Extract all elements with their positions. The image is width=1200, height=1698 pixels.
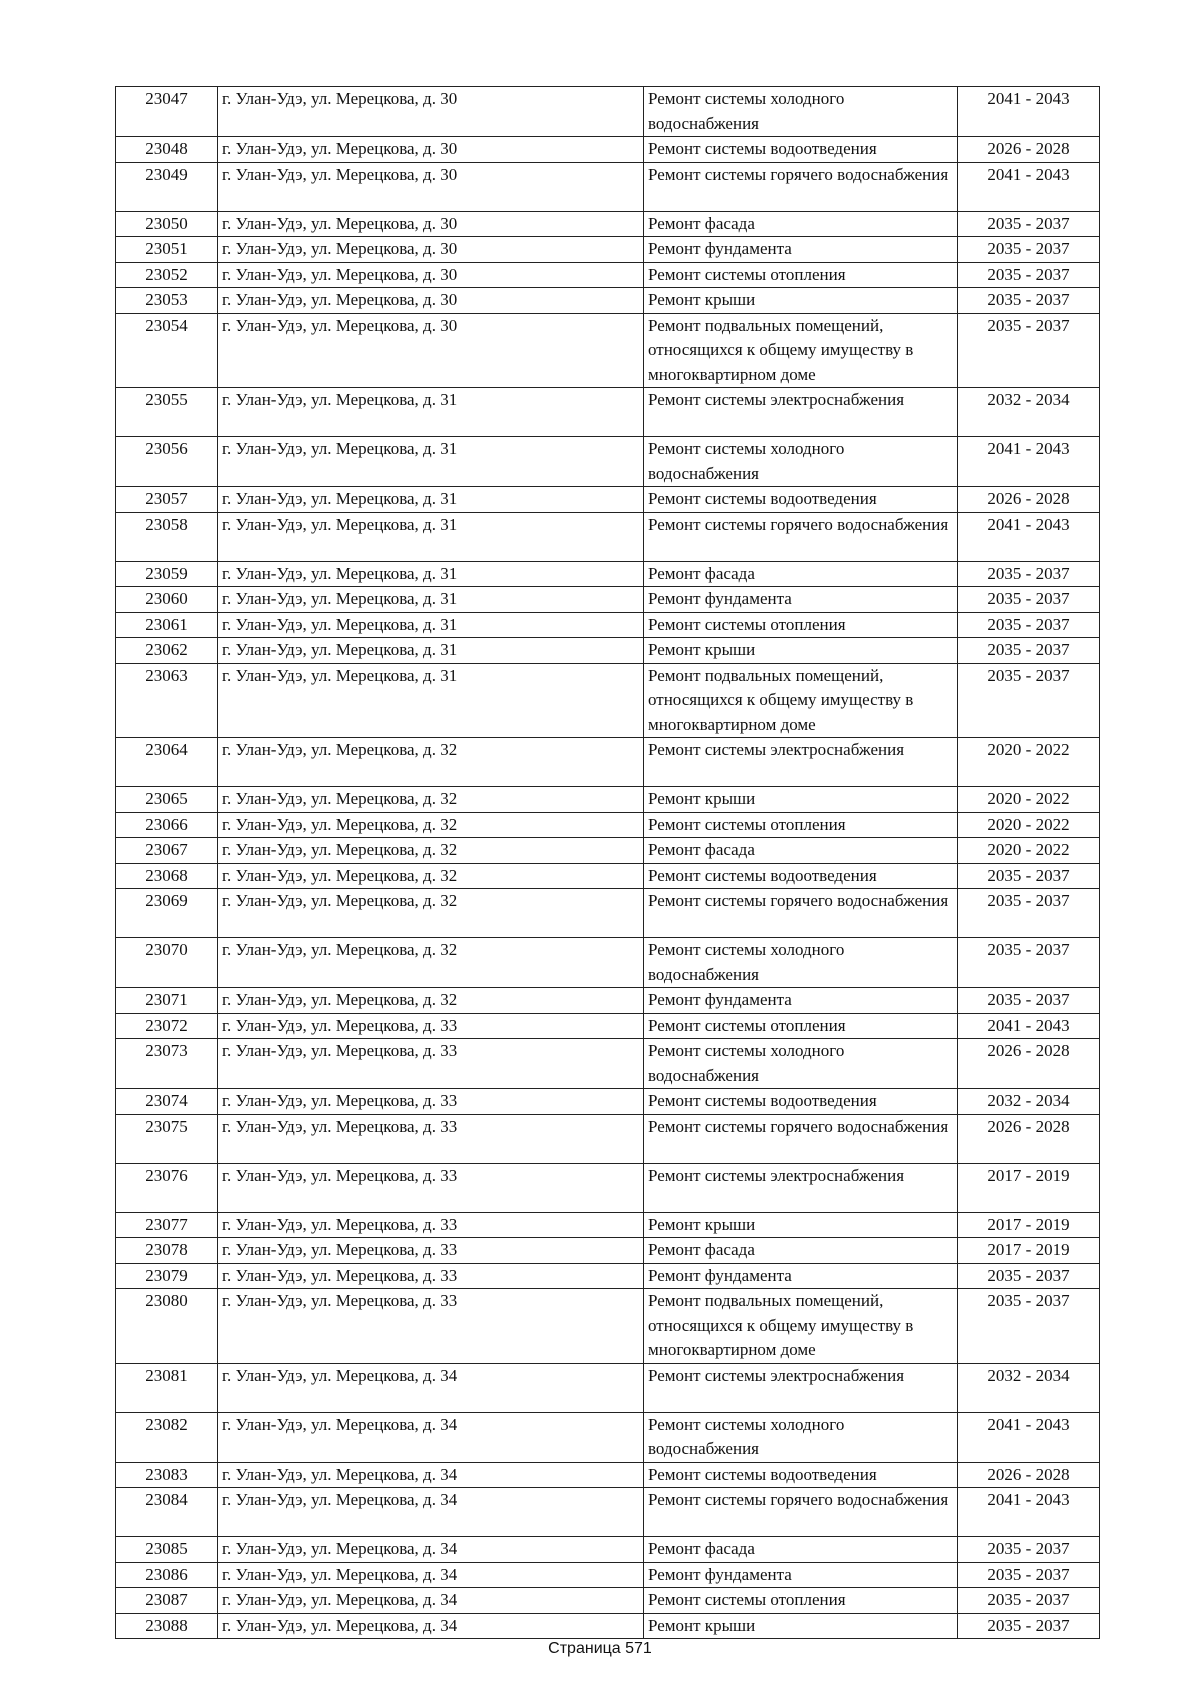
table-row xyxy=(116,1013,1100,1039)
row-id-cell: 23072 xyxy=(116,1013,218,1039)
period-cell: 2026 - 2028 xyxy=(958,487,1100,513)
address-cell: г. Улан-Удэ, ул. Мерецкова, д. 33 xyxy=(218,1114,644,1163)
period-cell: 2035 - 2037 xyxy=(958,1537,1100,1563)
table-row xyxy=(116,1212,1100,1238)
period-cell: 2035 - 2037 xyxy=(958,988,1100,1014)
row-id-cell: 23083 xyxy=(116,1462,218,1488)
work-type-cell: Ремонт системы горячего водоснабжения xyxy=(644,889,958,938)
period-cell: 2041 - 2043 xyxy=(958,162,1100,211)
period-cell: 2035 - 2037 xyxy=(958,863,1100,889)
row-id-cell: 23065 xyxy=(116,787,218,813)
row-id-cell: 23049 xyxy=(116,162,218,211)
work-type-cell: Ремонт системы водоотведения xyxy=(644,137,958,163)
row-id-cell: 23081 xyxy=(116,1363,218,1412)
table-row xyxy=(116,812,1100,838)
period-cell: 2017 - 2019 xyxy=(958,1163,1100,1212)
table-row xyxy=(116,1289,1100,1364)
work-type-cell: Ремонт системы отопления xyxy=(644,812,958,838)
row-id-cell: 23073 xyxy=(116,1039,218,1089)
address-cell: г. Улан-Удэ, ул. Мерецкова, д. 34 xyxy=(218,1462,644,1488)
period-cell: 2020 - 2022 xyxy=(958,787,1100,813)
address-cell: г. Улан-Удэ, ул. Мерецкова, д. 32 xyxy=(218,938,644,988)
address-cell: г. Улан-Удэ, ул. Мерецкова, д. 34 xyxy=(218,1613,644,1639)
row-id-cell: 23076 xyxy=(116,1163,218,1212)
period-cell: 2035 - 2037 xyxy=(958,1588,1100,1614)
works-table-body xyxy=(116,87,1100,1639)
address-cell: г. Улан-Удэ, ул. Мерецкова, д. 31 xyxy=(218,587,644,613)
address-cell: г. Улан-Удэ, ул. Мерецкова, д. 34 xyxy=(218,1537,644,1563)
work-type-cell: Ремонт крыши xyxy=(644,638,958,664)
row-id-cell: 23063 xyxy=(116,663,218,738)
period-cell: 2035 - 2037 xyxy=(958,237,1100,263)
period-cell: 2035 - 2037 xyxy=(958,638,1100,664)
table-row xyxy=(116,1537,1100,1563)
work-type-cell: Ремонт системы холодного водоснабжения xyxy=(644,1412,958,1462)
address-cell: г. Улан-Удэ, ул. Мерецкова, д. 33 xyxy=(218,1289,644,1364)
address-cell: г. Улан-Удэ, ул. Мерецкова, д. 31 xyxy=(218,388,644,437)
period-cell: 2041 - 2043 xyxy=(958,437,1100,487)
row-id-cell: 23087 xyxy=(116,1588,218,1614)
address-cell: г. Улан-Удэ, ул. Мерецкова, д. 32 xyxy=(218,812,644,838)
address-cell: г. Улан-Удэ, ул. Мерецкова, д. 32 xyxy=(218,863,644,889)
row-id-cell: 23067 xyxy=(116,838,218,864)
period-cell: 2035 - 2037 xyxy=(958,587,1100,613)
address-cell: г. Улан-Удэ, ул. Мерецкова, д. 30 xyxy=(218,162,644,211)
period-cell: 2035 - 2037 xyxy=(958,1263,1100,1289)
address-cell: г. Улан-Удэ, ул. Мерецкова, д. 30 xyxy=(218,288,644,314)
period-cell: 2035 - 2037 xyxy=(958,313,1100,388)
table-row xyxy=(116,1163,1100,1212)
table-row xyxy=(116,237,1100,263)
work-type-cell: Ремонт крыши xyxy=(644,787,958,813)
address-cell: г. Улан-Удэ, ул. Мерецкова, д. 33 xyxy=(218,1163,644,1212)
address-cell: г. Улан-Удэ, ул. Мерецкова, д. 31 xyxy=(218,638,644,664)
period-cell: 2035 - 2037 xyxy=(958,612,1100,638)
work-type-cell: Ремонт системы холодного водоснабжения xyxy=(644,1039,958,1089)
period-cell: 2026 - 2028 xyxy=(958,1462,1100,1488)
work-type-cell: Ремонт системы горячего водоснабжения xyxy=(644,1488,958,1537)
table-row xyxy=(116,587,1100,613)
table-row xyxy=(116,437,1100,487)
work-type-cell: Ремонт фасада xyxy=(644,561,958,587)
work-type-cell: Ремонт системы водоотведения xyxy=(644,1462,958,1488)
table-row xyxy=(116,1363,1100,1412)
work-type-cell: Ремонт системы холодного водоснабжения xyxy=(644,87,958,137)
table-row xyxy=(116,487,1100,513)
work-type-cell: Ремонт системы электроснабжения xyxy=(644,1163,958,1212)
row-id-cell: 23080 xyxy=(116,1289,218,1364)
row-id-cell: 23070 xyxy=(116,938,218,988)
period-cell: 2035 - 2037 xyxy=(958,561,1100,587)
period-cell: 2020 - 2022 xyxy=(958,838,1100,864)
address-cell: г. Улан-Удэ, ул. Мерецкова, д. 31 xyxy=(218,612,644,638)
work-type-cell: Ремонт системы отопления xyxy=(644,1588,958,1614)
row-id-cell: 23051 xyxy=(116,237,218,263)
work-type-cell: Ремонт фасада xyxy=(644,1537,958,1563)
address-cell: г. Улан-Удэ, ул. Мерецкова, д. 33 xyxy=(218,1263,644,1289)
row-id-cell: 23082 xyxy=(116,1412,218,1462)
table-row xyxy=(116,1588,1100,1614)
row-id-cell: 23086 xyxy=(116,1562,218,1588)
address-cell: г. Улан-Удэ, ул. Мерецкова, д. 31 xyxy=(218,437,644,487)
work-type-cell: Ремонт системы водоотведения xyxy=(644,863,958,889)
address-cell: г. Улан-Удэ, ул. Мерецкова, д. 31 xyxy=(218,663,644,738)
work-type-cell: Ремонт крыши xyxy=(644,288,958,314)
page-number: Страница 571 xyxy=(548,1640,652,1657)
row-id-cell: 23052 xyxy=(116,262,218,288)
work-type-cell: Ремонт системы отопления xyxy=(644,1013,958,1039)
table-row xyxy=(116,1238,1100,1264)
work-type-cell: Ремонт подвальных помещений, относящихся к общему имуществу в многоквартирном доме xyxy=(644,663,958,738)
address-cell: г. Улан-Удэ, ул. Мерецкова, д. 31 xyxy=(218,512,644,561)
table-row xyxy=(116,313,1100,388)
row-id-cell: 23054 xyxy=(116,313,218,388)
period-cell: 2041 - 2043 xyxy=(958,1412,1100,1462)
table-row xyxy=(116,938,1100,988)
period-cell: 2032 - 2034 xyxy=(958,1363,1100,1412)
table-row xyxy=(116,1089,1100,1115)
address-cell: г. Улан-Удэ, ул. Мерецкова, д. 33 xyxy=(218,1089,644,1115)
work-type-cell: Ремонт подвальных помещений, относящихся к общему имуществу в многоквартирном доме xyxy=(644,1289,958,1364)
period-cell: 2026 - 2028 xyxy=(958,1039,1100,1089)
work-type-cell: Ремонт системы электроснабжения xyxy=(644,388,958,437)
period-cell: 2020 - 2022 xyxy=(958,812,1100,838)
row-id-cell: 23084 xyxy=(116,1488,218,1537)
work-type-cell: Ремонт системы отопления xyxy=(644,262,958,288)
period-cell: 2035 - 2037 xyxy=(958,1562,1100,1588)
table-row xyxy=(116,1412,1100,1462)
work-type-cell: Ремонт фасада xyxy=(644,1238,958,1264)
work-type-cell: Ремонт фундамента xyxy=(644,988,958,1014)
row-id-cell: 23060 xyxy=(116,587,218,613)
table-row xyxy=(116,388,1100,437)
work-type-cell: Ремонт системы горячего водоснабжения xyxy=(644,1114,958,1163)
period-cell: 2017 - 2019 xyxy=(958,1212,1100,1238)
table-row xyxy=(116,1613,1100,1639)
work-type-cell: Ремонт системы электроснабжения xyxy=(644,1363,958,1412)
address-cell: г. Улан-Удэ, ул. Мерецкова, д. 34 xyxy=(218,1363,644,1412)
work-type-cell: Ремонт системы холодного водоснабжения xyxy=(644,437,958,487)
address-cell: г. Улан-Удэ, ул. Мерецкова, д. 30 xyxy=(218,137,644,163)
work-type-cell: Ремонт системы отопления xyxy=(644,612,958,638)
work-type-cell: Ремонт системы электроснабжения xyxy=(644,738,958,787)
period-cell: 2017 - 2019 xyxy=(958,1238,1100,1264)
period-cell: 2041 - 2043 xyxy=(958,512,1100,561)
period-cell: 2035 - 2037 xyxy=(958,262,1100,288)
row-id-cell: 23058 xyxy=(116,512,218,561)
table-row xyxy=(116,1488,1100,1537)
row-id-cell: 23071 xyxy=(116,988,218,1014)
row-id-cell: 23055 xyxy=(116,388,218,437)
row-id-cell: 23062 xyxy=(116,638,218,664)
row-id-cell: 23074 xyxy=(116,1089,218,1115)
address-cell: г. Улан-Удэ, ул. Мерецкова, д. 34 xyxy=(218,1412,644,1462)
address-cell: г. Улан-Удэ, ул. Мерецкова, д. 32 xyxy=(218,838,644,864)
row-id-cell: 23047 xyxy=(116,87,218,137)
row-id-cell: 23064 xyxy=(116,738,218,787)
table-row xyxy=(116,663,1100,738)
row-id-cell: 23077 xyxy=(116,1212,218,1238)
work-type-cell: Ремонт фасада xyxy=(644,838,958,864)
row-id-cell: 23053 xyxy=(116,288,218,314)
period-cell: 2035 - 2037 xyxy=(958,1289,1100,1364)
address-cell: г. Улан-Удэ, ул. Мерецкова, д. 30 xyxy=(218,313,644,388)
row-id-cell: 23069 xyxy=(116,889,218,938)
row-id-cell: 23088 xyxy=(116,1613,218,1639)
period-cell: 2035 - 2037 xyxy=(958,211,1100,237)
period-cell: 2041 - 2043 xyxy=(958,1013,1100,1039)
row-id-cell: 23048 xyxy=(116,137,218,163)
address-cell: г. Улан-Удэ, ул. Мерецкова, д. 31 xyxy=(218,561,644,587)
work-type-cell: Ремонт системы холодного водоснабжения xyxy=(644,938,958,988)
work-type-cell: Ремонт фасада xyxy=(644,211,958,237)
work-type-cell: Ремонт фундамента xyxy=(644,237,958,263)
address-cell: г. Улан-Удэ, ул. Мерецкова, д. 33 xyxy=(218,1212,644,1238)
row-id-cell: 23056 xyxy=(116,437,218,487)
row-id-cell: 23057 xyxy=(116,487,218,513)
period-cell: 2032 - 2034 xyxy=(958,388,1100,437)
work-type-cell: Ремонт фундамента xyxy=(644,587,958,613)
row-id-cell: 23079 xyxy=(116,1263,218,1289)
period-cell: 2035 - 2037 xyxy=(958,663,1100,738)
address-cell: г. Улан-Удэ, ул. Мерецкова, д. 33 xyxy=(218,1013,644,1039)
table-row xyxy=(116,262,1100,288)
work-type-cell: Ремонт системы водоотведения xyxy=(644,1089,958,1115)
table-row xyxy=(116,838,1100,864)
address-cell: г. Улан-Удэ, ул. Мерецкова, д. 32 xyxy=(218,738,644,787)
work-type-cell: Ремонт фундамента xyxy=(644,1263,958,1289)
table-row xyxy=(116,288,1100,314)
table-row xyxy=(116,137,1100,163)
table-row xyxy=(116,87,1100,137)
row-id-cell: 23085 xyxy=(116,1537,218,1563)
address-cell: г. Улан-Удэ, ул. Мерецкова, д. 32 xyxy=(218,988,644,1014)
work-type-cell: Ремонт системы водоотведения xyxy=(644,487,958,513)
works-table xyxy=(115,86,1100,1639)
address-cell: г. Улан-Удэ, ул. Мерецкова, д. 32 xyxy=(218,787,644,813)
table-row xyxy=(116,1462,1100,1488)
address-cell: г. Улан-Удэ, ул. Мерецкова, д. 30 xyxy=(218,87,644,137)
address-cell: г. Улан-Удэ, ул. Мерецкова, д. 30 xyxy=(218,211,644,237)
table-row xyxy=(116,1562,1100,1588)
address-cell: г. Улан-Удэ, ул. Мерецкова, д. 33 xyxy=(218,1238,644,1264)
period-cell: 2032 - 2034 xyxy=(958,1089,1100,1115)
row-id-cell: 23061 xyxy=(116,612,218,638)
period-cell: 2035 - 2037 xyxy=(958,288,1100,314)
table-row xyxy=(116,638,1100,664)
work-type-cell: Ремонт крыши xyxy=(644,1613,958,1639)
table-row xyxy=(116,787,1100,813)
period-cell: 2041 - 2043 xyxy=(958,87,1100,137)
row-id-cell: 23050 xyxy=(116,211,218,237)
address-cell: г. Улан-Удэ, ул. Мерецкова, д. 30 xyxy=(218,262,644,288)
table-row xyxy=(116,561,1100,587)
work-type-cell: Ремонт системы горячего водоснабжения xyxy=(644,162,958,211)
address-cell: г. Улан-Удэ, ул. Мерецкова, д. 34 xyxy=(218,1488,644,1537)
work-type-cell: Ремонт крыши xyxy=(644,1212,958,1238)
table-row xyxy=(116,1039,1100,1089)
address-cell: г. Улан-Удэ, ул. Мерецкова, д. 34 xyxy=(218,1588,644,1614)
row-id-cell: 23068 xyxy=(116,863,218,889)
period-cell: 2041 - 2043 xyxy=(958,1488,1100,1537)
row-id-cell: 23078 xyxy=(116,1238,218,1264)
table-row xyxy=(116,988,1100,1014)
period-cell: 2026 - 2028 xyxy=(958,137,1100,163)
table-row xyxy=(116,889,1100,938)
period-cell: 2026 - 2028 xyxy=(958,1114,1100,1163)
table-row xyxy=(116,863,1100,889)
address-cell: г. Улан-Удэ, ул. Мерецкова, д. 30 xyxy=(218,237,644,263)
work-type-cell: Ремонт фундамента xyxy=(644,1562,958,1588)
table-row xyxy=(116,612,1100,638)
table-row xyxy=(116,211,1100,237)
address-cell: г. Улан-Удэ, ул. Мерецкова, д. 31 xyxy=(218,487,644,513)
row-id-cell: 23066 xyxy=(116,812,218,838)
address-cell: г. Улан-Удэ, ул. Мерецкова, д. 33 xyxy=(218,1039,644,1089)
table-row xyxy=(116,1114,1100,1163)
address-cell: г. Улан-Удэ, ул. Мерецкова, д. 34 xyxy=(218,1562,644,1588)
table-row xyxy=(116,512,1100,561)
address-cell: г. Улан-Удэ, ул. Мерецкова, д. 32 xyxy=(218,889,644,938)
period-cell: 2035 - 2037 xyxy=(958,1613,1100,1639)
work-type-cell: Ремонт системы горячего водоснабжения xyxy=(644,512,958,561)
table-row xyxy=(116,738,1100,787)
work-type-cell: Ремонт подвальных помещений, относящихся к общему имуществу в многоквартирном доме xyxy=(644,313,958,388)
period-cell: 2035 - 2037 xyxy=(958,938,1100,988)
row-id-cell: 23075 xyxy=(116,1114,218,1163)
table-row xyxy=(116,1263,1100,1289)
period-cell: 2035 - 2037 xyxy=(958,889,1100,938)
period-cell: 2020 - 2022 xyxy=(958,738,1100,787)
row-id-cell: 23059 xyxy=(116,561,218,587)
table-row xyxy=(116,162,1100,211)
